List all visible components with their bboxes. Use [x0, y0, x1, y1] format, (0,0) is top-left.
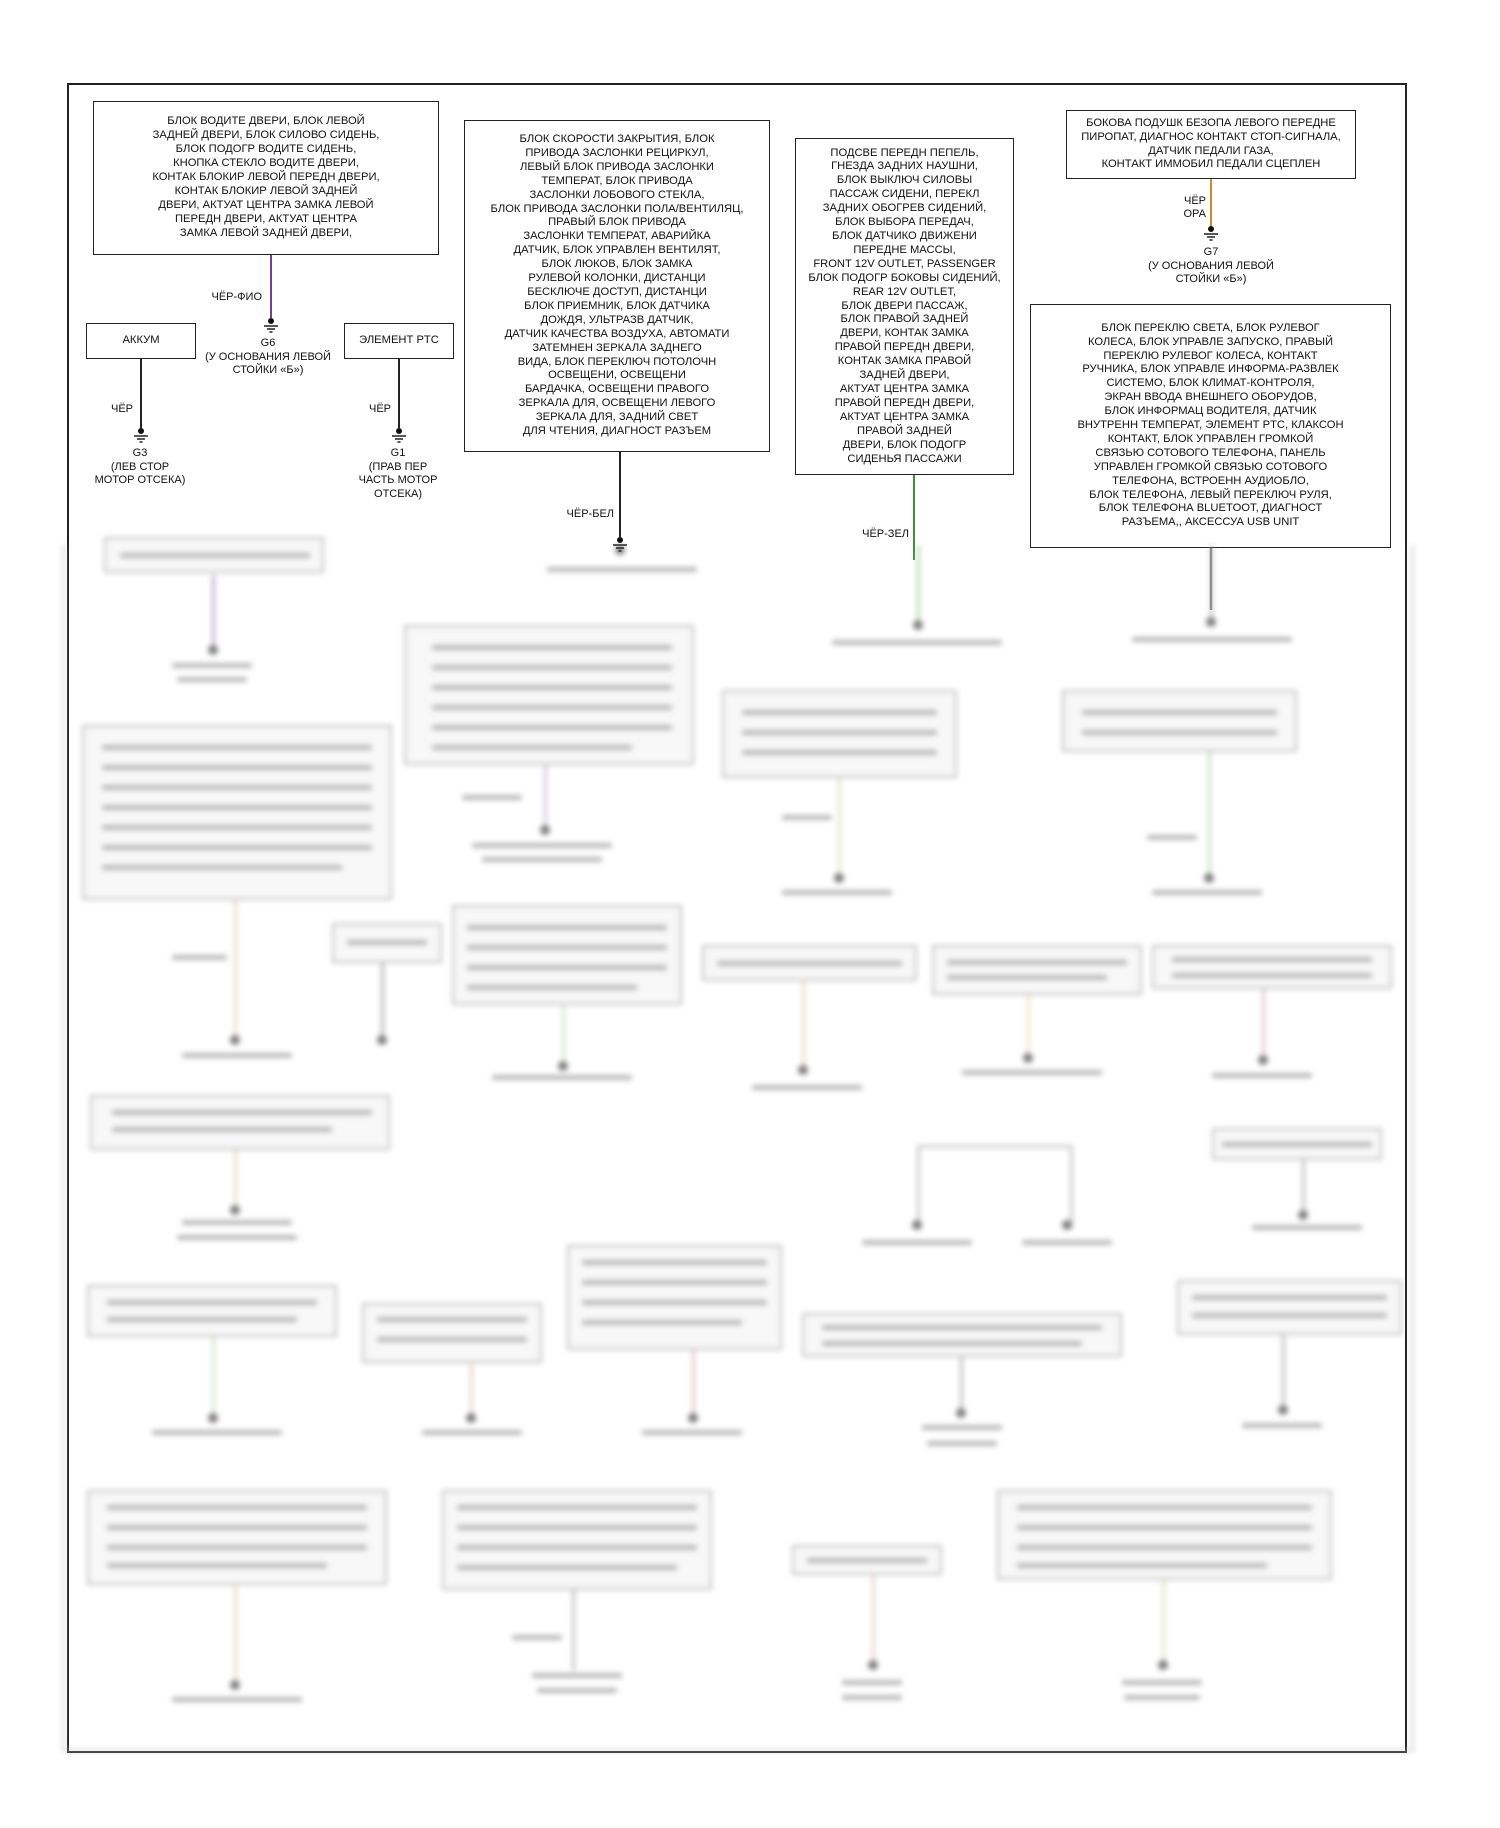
- component-airbag: БОКОВА ПОДУШК БЕЗОПА ЛЕВОГО ПЕРЕДНЕ ПИРОПАТ, ДИАГНОС КОНТАКТ СТОП-СИГНАЛА, ДАТЧИК ПЕДАЛИ ГАЗА, КОНТАКТ ИММОБИЛ ПЕДАЛИ СЦЕПЛЕН: [1066, 110, 1356, 179]
- wire-label-g6: ЧЁР-ФИО: [211, 291, 262, 303]
- ground-label-g1: G1 (ПРАВ ПЕР ЧАСТЬ МОТОР ОТСЕКА): [358, 447, 438, 500]
- blurred-diagram-section: [62, 545, 1414, 1755]
- component-hvac: БЛОК СКОРОСТИ ЗАКРЫТИЯ, БЛОК ПРИВОДА ЗАСЛОНКИ РЕЦИРКУЛ, ЛЕВЫЙ БЛОК ПРИВОДА ЗАСЛОНКИ ТЕМПЕРАТ, БЛОК ПРИВОДА ЗАСЛОНКИ ЛОБОВОГО СТЕКЛА, БЛОК ПРИВОДА ЗАСЛОНКИ ПОЛА/ВЕНТИЛЯЦ, ПРАВЫЙ БЛОК ПРИВОДА ЗАСЛОНКИ ТЕМПЕРАТ, АВАРИЙКА ДАТЧИК, БЛОК УПРАВЛЕН ВЕНТИЛЯТ, БЛОК ЛЮКОВ, БЛОК ЗАМКА РУЛЕВОЙ КОЛОНКИ, ДИСТАНЦИ БЕСКЛЮЧЕ ДОСТУП, ДИСТАНЦИ БЛОК ПРИЕМНИК, БЛОК ДАТЧИКА ДОЖДЯ, УЛЬТРАЗВ ДАТЧИК, ДАТЧИК КАЧЕСТВА ВОЗДУХА, АВТОМАТИ ЗАТЕМНЕН ЗЕРКАЛА ЗАДНЕГО ВИДА, БЛОК ПЕРЕКЛЮЧ ПОТОЛОЧН ОСВЕЩЕНИ, ОСВЕЩЕНИ БАРДАЧКА, ОСВЕЩЕНИ ПРАВОГО ЗЕРКАЛА ДЛЯ, ОСВЕЩЕНИ ЛЕВОГО ЗЕРКАЛА ДЛЯ, ЗАДНИЙ СВЕТ ДЛЯ ЧТЕНИЯ, ДИАГНОСТ РАЗЪЕМ: [464, 120, 770, 452]
- wire-label-hvac: ЧЁР-БЕЛ: [566, 508, 614, 520]
- ground-label-g3: G3 (ЛЕВ СТОР МОТОР ОТСЕКА): [94, 447, 186, 486]
- ground-g1-icon: [390, 428, 408, 444]
- ground-g6-icon: [262, 318, 280, 334]
- component-battery: АККУМ: [86, 323, 196, 359]
- wire-label-passenger: ЧЁР-ЗЕЛ: [862, 528, 909, 540]
- wire-label-g7: ЧЁР ОРА: [1183, 195, 1206, 220]
- wire-label-g3: ЧЁР: [110, 403, 133, 415]
- component-ptc: ЭЛЕМЕНТ PTC: [344, 323, 454, 359]
- ground-label-g7: G7 (У ОСНОВАНИЯ ЛЕВОЙ СТОЙКИ «Б»): [1148, 246, 1274, 285]
- ground-g7-icon: [1202, 226, 1220, 242]
- component-steering: БЛОК ПЕРЕКЛЮ СВЕТА, БЛОК РУЛЕВОГ КОЛЕСА, БЛОК УПРАВЛЕ ЗАПУСКО, ПРАВЫЙ ПЕРЕКЛЮ РУЛЕВОГ КОЛЕСА, КОНТАКТ РУЧНИКА, БЛОК УПРАВЛЕ ИНФОРМА-РАЗВЛЕК СИСТЕМО, БЛОК КЛИМАТ-КОНТРОЛЯ, ЭКРАН ВВОДА ВНЕШНЕГО ОБОРУДОВ, БЛОК ИНФОРМАЦ ВОДИТЕЛЯ, ДАТЧИК ВНУТРЕНН ТЕМПЕРАТ, ЭЛЕМЕНТ PTC, КЛАКСОН КОНТАКТ, БЛОК УПРАВЛЕН ГРОМКОЙ СВЯЗЬЮ СОТОВОГО ТЕЛЕФОНА, ПАНЕЛЬ УПРАВЛЕН ГРОМКОЙ СВЯЗЬЮ СОТОВОГО ТЕЛЕФОНА, ВСТРОЕНН АУДИОБЛО, БЛОК ТЕЛЕФОНА, ЛЕВЫЙ ПЕРЕКЛЮЧ РУЛЯ, БЛОК ТЕЛЕФОНА BLUETOOT, ДИАГНОСТ РАЗЪЕМА,, АКСЕССУА USB UNIT: [1030, 304, 1391, 548]
- component-passenger: ПОДСВЕ ПЕРЕДН ПЕПЕЛЬ, ГНЕЗДА ЗАДНИХ НАУШНИ, БЛОК ВЫКЛЮЧ СИЛОВЫ ПАССАЖ СИДЕНИ, ПЕРЕКЛ ЗАДНИХ ОБОГРЕВ СИДЕНИЙ, БЛОК ВЫБОРА ПЕРЕДАЧ, БЛОК ДАТЧИКО ДВИЖЕНИ ПЕРЕДНЕ МАССЫ, FRONT 12V OUTLET, PASSENGER БЛОК ПОДОГР БОКОВЫ СИДЕНИЙ, REAR 12V OUTLET, БЛОК ДВЕРИ ПАССАЖ, БЛОК ПРАВОЙ ЗАДНЕЙ ДВЕРИ, КОНТАК ЗАМКА ПРАВОЙ ПЕРЕДН ДВЕРИ, КОНТАК ЗАМКА ПРАВОЙ ЗАДНЕЙ ДВЕРИ, АКТУАТ ЦЕНТРА ЗАМКА ПРАВОЙ ПЕРЕДН ДВЕРИ, АКТУАТ ЦЕНТРА ЗАМКА ПРАВОЙ ЗАДНЕЙ ДВЕРИ, БЛОК ПОДОГР СИДЕНЬЯ ПАССАЖИ: [795, 138, 1014, 475]
- wire-label-g1: ЧЁР: [368, 403, 391, 415]
- ground-g3-icon: [132, 428, 150, 444]
- component-left-doors: БЛОК ВОДИТЕ ДВЕРИ, БЛОК ЛЕВОЙ ЗАДНЕЙ ДВЕРИ, БЛОК СИЛОВО СИДЕНЬ, БЛОК ПОДОГР ВОДИТЕ СИДЕНЬ, КНОПКА СТЕКЛО ВОДИТЕ ДВЕРИ, КОНТАК БЛОКИР ЛЕВОЙ ПЕРЕДН ДВЕРИ, КОНТАК БЛОКИР ЛЕВОЙ ЗАДНЕЙ ДВЕРИ, АКТУАТ ЦЕНТРА ЗАМКА ЛЕВОЙ ПЕРЕДН ДВЕРИ, АКТУАТ ЦЕНТРА ЗАМКА ЛЕВОЙ ЗАДНЕЙ ДВЕРИ,: [93, 101, 439, 255]
- ground-label-g6: G6 (У ОСНОВАНИЯ ЛЕВОЙ СТОЙКИ «Б»): [205, 337, 331, 376]
